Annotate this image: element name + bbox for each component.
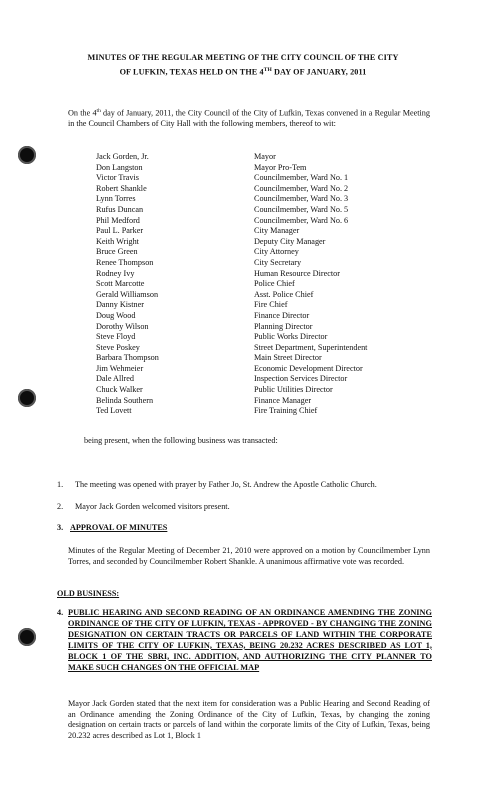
member-name: Belinda Southern	[96, 395, 154, 405]
roster-row	[96, 343, 416, 354]
item-2-number: 2.	[57, 502, 64, 511]
member-title: City Secretary	[254, 257, 302, 267]
item-4-number: 4.	[57, 608, 64, 617]
member-name: Don Langston	[96, 162, 143, 172]
item-3-text: Minutes of the Regular Meeting of December 21, 2010 were approved on a motion by Councilmember Lynn Torres, and seconded by Councilmember Robert Shankle. A unanimous affirmative vote was recorded.	[68, 546, 430, 566]
member-title: Asst. Police Chief	[254, 289, 314, 299]
member-name: Barbara Thompson	[96, 353, 159, 363]
member-title: Councilmember, Ward No. 2	[254, 183, 349, 193]
roster-row	[96, 353, 416, 364]
member-name: Jack Gorden, Jr.	[96, 152, 149, 161]
roster-row	[96, 258, 416, 269]
item-4-heading: PUBLIC HEARING AND SECOND READING OF AN ORDINANCE AMENDING THE ZONING ORDINANCE OF THE CITY OF LUFKIN, TEXAS - APPROVED - BY CHANGING THE ZONING DESIGNATION ON CERTAIN TRACTS OR PARCELS OF LAND WITHIN THE CORPORATE LIMITS OF THE CITY OF LUFKIN, TEXAS, BEING 20.232 ACRES DESCRIBED AS LOT 1, BLOCK 1 OF THE SBRI, INC. ADDITION, AND AUTHORIZING THE CITY PLANNER TO MAKE SUCH CHANGES ON THE OFFICIAL MAP	[68, 608, 432, 672]
member-title: Human Resource Director	[254, 268, 340, 278]
roster-row	[96, 300, 416, 311]
member-title: Deputy City Manager	[254, 236, 326, 246]
intro-paragraph: On the 4th day of January, 2011, the City Council of the City of Lufkin, Texas convened in a Regular Meeting in the Council Chambers of City Hall with the following members, thereof to wit:	[68, 108, 430, 129]
item-3-number: 3.	[57, 523, 64, 532]
member-name: Steve Floyd	[96, 332, 136, 342]
roster-row	[96, 290, 416, 301]
punch-hole-middle	[18, 389, 36, 407]
member-name: Rufus Duncan	[96, 204, 144, 214]
roster-row	[96, 226, 416, 237]
member-name: Renee Thompson	[96, 257, 154, 267]
member-name: Gerald Williamson	[96, 289, 159, 299]
member-name: Paul L. Parker	[96, 226, 144, 236]
punch-hole-bottom	[18, 628, 36, 646]
member-name: Chuck Walker	[96, 385, 143, 395]
member-title: Councilmember, Ward No. 5	[254, 204, 349, 214]
member-title: Public Utilities Director	[254, 385, 333, 395]
member-name: Scott Marcotte	[96, 279, 145, 289]
member-title: Councilmember, Ward No. 1	[254, 173, 349, 183]
item-1-number: 1.	[57, 480, 64, 489]
roster-row	[96, 205, 416, 216]
title-line-1: MINUTES OF THE REGULAR MEETING OF THE CITY COUNCIL OF THE CITY	[87, 53, 399, 62]
roster-row	[96, 406, 416, 417]
member-title: City Manager	[254, 226, 300, 236]
roster-row	[96, 385, 416, 396]
member-name: Keith Wright	[96, 236, 139, 246]
punch-hole-top	[18, 146, 36, 164]
member-title: Finance Manager	[254, 395, 312, 405]
member-title: Councilmember, Ward No. 6	[254, 215, 349, 225]
roster-row	[96, 247, 416, 258]
member-name: Bruce Green	[96, 247, 138, 257]
roster-row	[96, 364, 416, 375]
member-name: Danny Kistner	[96, 300, 144, 310]
member-name: Phil Medford	[96, 215, 140, 225]
roster-row	[96, 194, 416, 205]
item-2-text: Mayor Jack Gorden welcomed visitors present.	[75, 502, 230, 511]
member-name: Robert Shankle	[96, 183, 147, 193]
roster-row	[96, 216, 416, 227]
roster-row	[96, 163, 416, 174]
member-title: Street Department, Superintendent	[254, 342, 368, 352]
roster-row	[96, 173, 416, 184]
member-name: Lynn Torres	[96, 194, 136, 204]
present-statement: being present, when the following business was transacted:	[84, 436, 278, 445]
roster-row	[96, 184, 416, 195]
member-title: Fire Chief	[254, 300, 288, 310]
member-title: City Attorney	[254, 247, 299, 257]
member-title: Mayor	[254, 152, 276, 161]
member-title: Fire Training Chief	[254, 406, 318, 416]
member-title: Main Street Director	[254, 353, 322, 363]
member-title: Planning Director	[254, 321, 313, 331]
old-business-heading: OLD BUSINESS:	[57, 589, 120, 598]
member-name: Dorothy Wilson	[96, 321, 149, 331]
member-name: Victor Travis	[96, 173, 139, 183]
member-title: Public Works Director	[254, 332, 328, 342]
roster-row	[96, 374, 416, 385]
roster-row	[96, 311, 416, 322]
member-name: Rodney Ivy	[96, 268, 135, 278]
member-title: Economic Development Director	[254, 363, 363, 373]
roster-row	[96, 237, 416, 248]
item-4-text: Mayor Jack Gorden stated that the next item for consideration was a Public Hearing and Second Reading of an Ordinance amending the Zoning Ordinance of the City of Lufkin, Texas, by changing the zoning designation on certain tracts or parcels of land within the corporate limits of the City of Lufkin, Texas, being 20.232 acres described as Lot 1, Block 1	[68, 699, 430, 740]
member-name: Ted Lovett	[96, 406, 132, 416]
member-name: Jim Wehmeier	[96, 363, 144, 373]
document-title	[60, 52, 426, 79]
member-name: Dale Allred	[96, 374, 134, 384]
member-title: Mayor Pro-Tem	[254, 162, 307, 172]
item-1-text: The meeting was opened with prayer by Father Jo, St. Andrew the Apostle Catholic Church.	[75, 480, 377, 489]
item-3-heading: APPROVAL OF MINUTES	[70, 523, 168, 532]
member-title: Councilmember, Ward No. 3	[254, 194, 349, 204]
roster-row	[96, 152, 416, 163]
roster-row	[96, 322, 416, 333]
member-title: Police Chief	[254, 279, 295, 289]
member-name: Doug Wood	[96, 310, 136, 320]
roster-row	[96, 332, 416, 343]
member-name: Steve Poskey	[96, 342, 140, 352]
roster-row	[96, 269, 416, 280]
member-title: Inspection Services Director	[254, 374, 348, 384]
member-title: Finance Director	[254, 310, 310, 320]
roster-row	[96, 279, 416, 290]
roster-row	[96, 396, 416, 407]
attendance-roster	[96, 152, 416, 417]
title-line-2: OF LUFKIN, TEXAS HELD ON THE 4TH DAY OF JANUARY, 2011	[119, 67, 367, 77]
